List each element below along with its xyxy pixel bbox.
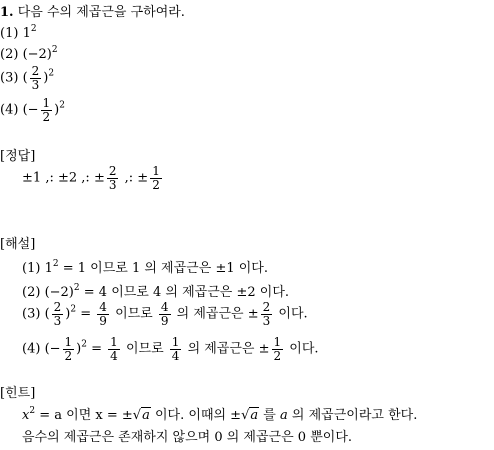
text: 를: [263, 408, 276, 423]
value-fraction: [159, 301, 171, 327]
problem-number: 1.: [0, 5, 14, 20]
ending: 이다.: [238, 261, 268, 276]
text: 이면: [66, 408, 92, 423]
exponent: 2: [29, 406, 36, 416]
fraction-numerator: 2: [108, 164, 117, 178]
result-fraction: [272, 336, 284, 362]
fraction-denominator: 4: [110, 348, 118, 363]
fraction-denominator: 3: [262, 313, 271, 328]
radicand: a: [142, 408, 150, 423]
fraction-denominator: 2: [152, 177, 160, 192]
value-fraction: [97, 301, 109, 327]
paren: (: [44, 306, 50, 322]
exponent: 2: [52, 259, 59, 269]
fraction-denominator: 2: [42, 109, 51, 124]
paren: (−: [44, 341, 61, 357]
fraction-denominator: 4: [171, 348, 180, 363]
answer-separator: ,:: [45, 170, 54, 186]
fraction-numerator: 4: [160, 300, 169, 314]
paren: ): [76, 341, 82, 357]
line-label: (1): [22, 261, 41, 276]
line-label: (3): [22, 306, 41, 322]
result: ±1: [215, 261, 235, 276]
answer-4-sign: ±: [137, 170, 149, 186]
equals: = 1: [62, 261, 87, 276]
fraction-numerator: 1: [171, 335, 180, 349]
ending: 이다.: [289, 341, 319, 357]
fraction-numerator: 2: [53, 300, 62, 314]
fraction-denominator: 3: [53, 313, 62, 328]
problem-item-3: [0, 65, 54, 91]
middle-text: 의 제곱근은 ±: [187, 341, 270, 357]
item-paren: (: [22, 70, 28, 86]
radicand: a: [250, 408, 259, 423]
item-paren: (−: [22, 102, 39, 118]
fraction: [52, 301, 64, 327]
x-equals: x = ±: [95, 408, 133, 423]
fraction-numerator: 1: [152, 164, 160, 178]
item-label: (2): [0, 47, 19, 62]
fraction-denominator: 9: [160, 313, 169, 328]
item-base: (−2): [22, 47, 52, 62]
answer-3-fraction: [107, 165, 119, 191]
middle-text: 이므로: [125, 341, 164, 357]
answer-3-sign: ±: [93, 170, 105, 186]
expr: 1: [44, 261, 53, 276]
fraction-numerator: 1: [110, 335, 118, 349]
explanation-line-3: [22, 301, 308, 327]
fraction-numerator: 1: [42, 96, 51, 110]
fraction-denominator: 2: [64, 348, 73, 363]
item-label: (4): [0, 102, 19, 118]
item-paren: ): [43, 70, 49, 86]
item-label: (3): [0, 70, 19, 86]
problem-instruction: 다음 수의 제곱근을 구하여라.: [17, 5, 185, 20]
hint-line-1: [22, 406, 418, 423]
answer-1: ±1: [22, 170, 42, 186]
item-exponent: 2: [48, 68, 55, 79]
middle-text: 이므로 4 의 제곱근은: [111, 285, 233, 300]
result: ±2: [236, 285, 256, 300]
answer-heading: [정답]: [0, 149, 36, 164]
value-fraction: [108, 336, 120, 362]
item-base: 1: [22, 26, 31, 41]
fraction-denominator: 3: [31, 77, 40, 92]
middle-text: 이므로: [115, 306, 153, 322]
equals: =: [80, 306, 92, 322]
var-x: x: [22, 408, 30, 423]
result-fraction: [261, 301, 273, 327]
hint-line-2: 음수의 제곱근은 존재하지 않으며 0 의 제곱근은 0 뿐이다.: [22, 430, 353, 445]
fraction-denominator: 3: [108, 177, 117, 192]
value-fraction: [170, 336, 182, 362]
fraction-numerator: 1: [64, 335, 73, 349]
ending: 이다.: [259, 285, 290, 300]
item-exponent: 2: [30, 24, 37, 34]
explanation-line-2: [22, 283, 290, 300]
ending: 이다.: [278, 306, 308, 322]
fraction-numerator: 2: [262, 300, 271, 314]
middle-text: 이므로 1 의 제곱근은: [90, 261, 212, 276]
line-label: (2): [22, 285, 41, 300]
fraction-numerator: 2: [31, 64, 40, 78]
exponent: 2: [73, 283, 80, 293]
equals: =: [91, 341, 103, 357]
answer-line: [22, 165, 164, 191]
var-a: a: [280, 408, 288, 423]
fraction-numerator: 1: [273, 335, 282, 349]
explanation-heading: [해설]: [0, 237, 36, 252]
explanation-line-1: [22, 259, 268, 276]
item-fraction: [41, 97, 53, 123]
answer-separator: ,:: [124, 170, 134, 186]
text: 이다. 이때의 ±: [155, 408, 242, 423]
answer-4-fraction: [150, 165, 162, 191]
fraction-numerator: 4: [99, 300, 107, 314]
equals-a: = a: [39, 408, 62, 423]
item-paren: ): [54, 102, 60, 118]
item-exponent: 2: [51, 45, 58, 55]
item-label: (1): [0, 26, 19, 41]
fraction-denominator: 2: [273, 348, 282, 363]
middle-text: 의 제곱근은 ±: [176, 306, 259, 322]
sqrt-symbol: √a: [241, 408, 259, 423]
expr: (−2): [44, 285, 74, 300]
hint-heading: [힌트]: [0, 386, 36, 401]
answer-separator: ,:: [81, 170, 90, 186]
problem-item-1: [0, 24, 37, 41]
item-exponent: 2: [59, 100, 65, 111]
explanation-line-4: [22, 336, 319, 362]
item-fraction: [30, 65, 42, 91]
problem-item-4: [0, 97, 65, 123]
problem-item-2: [0, 45, 58, 62]
fraction-denominator: 9: [99, 313, 107, 328]
exponent: 2: [70, 304, 77, 315]
line-label: (4): [22, 341, 41, 357]
exponent: 2: [81, 339, 87, 350]
equals: = 4: [83, 285, 108, 300]
paren: ): [65, 306, 71, 322]
fraction: [63, 336, 75, 362]
sqrt-symbol: √a: [132, 408, 150, 423]
answer-2: ±2: [57, 170, 78, 186]
problem-heading: [0, 6, 185, 19]
text: 의 제곱근이라고 한다.: [291, 408, 418, 423]
